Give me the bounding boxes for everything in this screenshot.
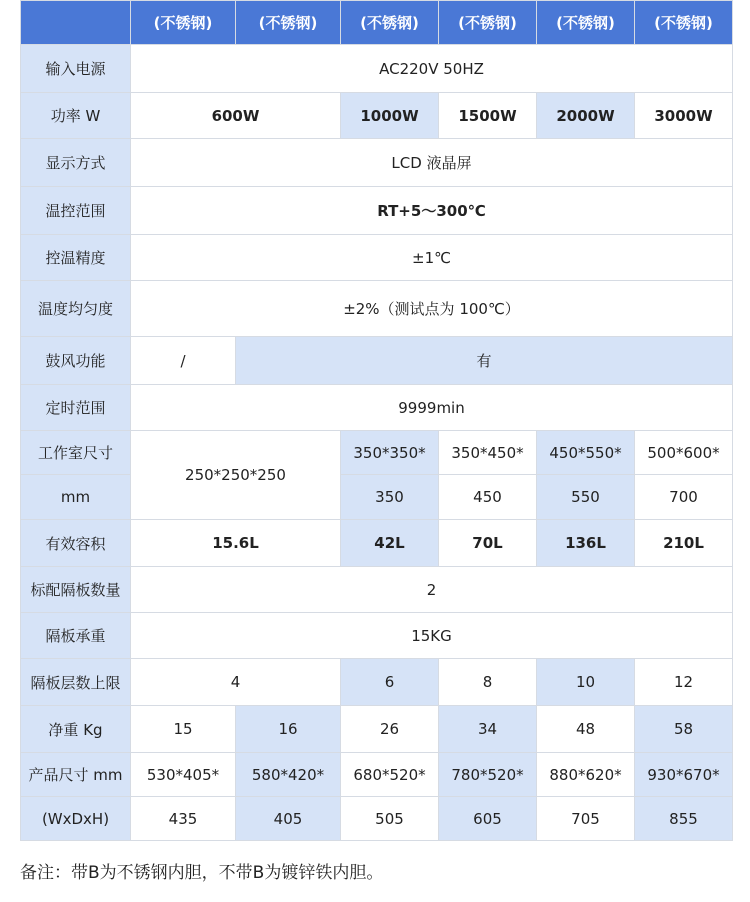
row-label: 显示方式 — [21, 139, 131, 187]
row-value: 450*550* — [537, 431, 635, 475]
row-value: 6 — [341, 659, 439, 706]
row-label: 定时范围 — [21, 385, 131, 431]
row-value: 450 — [439, 475, 537, 520]
row-value: 42L — [341, 520, 439, 567]
spec-table — [20, 0, 733, 841]
row-value: 4 — [131, 659, 341, 706]
row-value: 250*250*250 — [131, 431, 341, 520]
row-value: ±2%（测试点为 100℃） — [131, 281, 733, 337]
row-temp-range — [21, 187, 733, 235]
row-label: 标配隔板数量 — [21, 567, 131, 613]
row-value: 有 — [236, 337, 733, 385]
row-label: 控温精度 — [21, 235, 131, 281]
header-model: (不锈钢) — [439, 1, 537, 45]
row-value: 605 — [439, 797, 537, 841]
row-label: mm — [21, 475, 131, 520]
row-value: 530*405* — [131, 753, 236, 797]
row-value: 505 — [341, 797, 439, 841]
row-value: 500*600* — [635, 431, 733, 475]
header-model: (不锈钢) — [341, 1, 439, 45]
row-chamber — [21, 431, 733, 475]
row-max-layers — [21, 659, 733, 706]
row-value: 9999min — [131, 385, 733, 431]
row-label: 鼓风功能 — [21, 337, 131, 385]
row-value: 580*420* — [236, 753, 341, 797]
row-value: 48 — [537, 706, 635, 753]
header-model: (不锈钢) — [236, 1, 341, 45]
header-row — [21, 1, 733, 45]
row-value: 12 — [635, 659, 733, 706]
row-value: 15.6L — [131, 520, 341, 567]
header-model: (不锈钢) — [131, 1, 236, 45]
row-value: 880*620* — [537, 753, 635, 797]
row-value: 34 — [439, 706, 537, 753]
row-value: 1000W — [341, 93, 439, 139]
row-shelf-load — [21, 613, 733, 659]
row-label: 温度均匀度 — [21, 281, 131, 337]
row-label: 温控范围 — [21, 187, 131, 235]
row-value: AC220V 50HZ — [131, 45, 733, 93]
row-value: 855 — [635, 797, 733, 841]
row-value: 15 — [131, 706, 236, 753]
row-value: 26 — [341, 706, 439, 753]
row-value: 350 — [341, 475, 439, 520]
row-label: 有效容积 — [21, 520, 131, 567]
row-product-size-2 — [21, 797, 733, 841]
row-label: 产品尺寸 mm — [21, 753, 131, 797]
header-model: (不锈钢) — [635, 1, 733, 45]
row-value: 15KG — [131, 613, 733, 659]
row-uniformity — [21, 281, 733, 337]
row-value: 600W — [131, 93, 341, 139]
row-temp-precision — [21, 235, 733, 281]
row-chamber-2 — [21, 475, 733, 520]
row-label: 隔板承重 — [21, 613, 131, 659]
row-value: 680*520* — [341, 753, 439, 797]
row-net-weight — [21, 706, 733, 753]
row-value: 10 — [537, 659, 635, 706]
row-value: 3000W — [635, 93, 733, 139]
row-value: RT+5～300℃ — [131, 187, 733, 235]
row-value: 210L — [635, 520, 733, 567]
footnote: 备注：带B为不锈钢内胆，不带B为镀锌铁内胆。 — [20, 863, 384, 883]
row-value: 550 — [537, 475, 635, 520]
row-input-power — [21, 45, 733, 93]
row-product-size — [21, 753, 733, 797]
row-display — [21, 139, 733, 187]
row-value: 2 — [131, 567, 733, 613]
row-value: ±1℃ — [131, 235, 733, 281]
row-value: 350*450* — [439, 431, 537, 475]
header-corner — [21, 1, 131, 45]
row-label: 工作室尺寸 — [21, 431, 131, 475]
row-value: 700 — [635, 475, 733, 520]
row-value: 70L — [439, 520, 537, 567]
row-shelves — [21, 567, 733, 613]
row-value: LCD 液晶屏 — [131, 139, 733, 187]
row-value: 136L — [537, 520, 635, 567]
row-label: 隔板层数上限 — [21, 659, 131, 706]
row-value: 58 — [635, 706, 733, 753]
row-value: 435 — [131, 797, 236, 841]
row-value: 780*520* — [439, 753, 537, 797]
row-value: 405 — [236, 797, 341, 841]
row-value: 16 — [236, 706, 341, 753]
row-label: (WxDxH) — [21, 797, 131, 841]
row-blower — [21, 337, 733, 385]
row-label: 输入电源 — [21, 45, 131, 93]
row-label: 功率 W — [21, 93, 131, 139]
row-value: 2000W — [537, 93, 635, 139]
header-model: (不锈钢) — [537, 1, 635, 45]
row-value: 705 — [537, 797, 635, 841]
row-value: 1500W — [439, 93, 537, 139]
row-value: / — [131, 337, 236, 385]
row-volume — [21, 520, 733, 567]
row-value: 8 — [439, 659, 537, 706]
row-timer — [21, 385, 733, 431]
row-value: 930*670* — [635, 753, 733, 797]
row-value: 350*350* — [341, 431, 439, 475]
row-label: 净重 Kg — [21, 706, 131, 753]
row-power — [21, 93, 733, 139]
